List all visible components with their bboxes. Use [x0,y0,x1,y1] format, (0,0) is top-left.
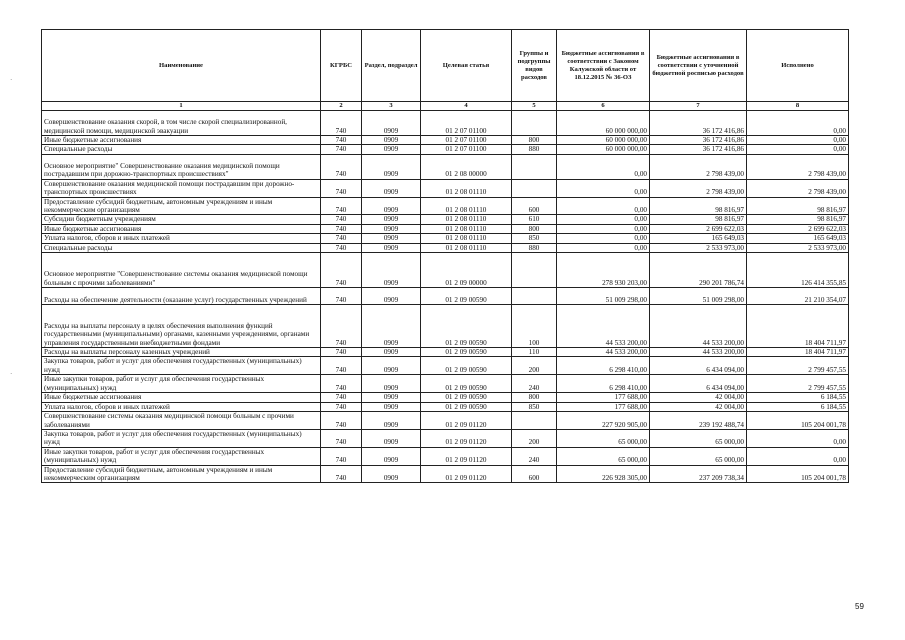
row-kgrbs: 740 [321,145,362,154]
table-header-row [42,30,849,102]
row-razdel: 0909 [362,305,421,348]
column-number: 8 [747,102,849,111]
column-number-row [42,102,849,111]
row-razdel: 0909 [362,393,421,402]
row-target-article: 01 2 09 00590 [421,288,512,305]
row-expense-group: 850 [512,402,557,411]
budget-table [41,29,849,483]
row-revised-amount: 2 798 439,00 [650,179,747,197]
row-name: Иные бюджетные ассигнования [42,224,321,233]
row-executed-amount: 2 798 439,00 [747,179,849,197]
row-executed-amount: 98 816,97 [747,215,849,224]
row-name: Закупка товаров, работ и услуг для обеспечения государственных (муниципальных) нужд [42,429,321,447]
row-law-amount: 0,00 [557,243,650,252]
row-target-article: 01 2 08 01110 [421,224,512,233]
row-law-amount: 6 298 410,00 [557,375,650,393]
row-expense-group [512,154,557,179]
row-kgrbs: 740 [321,465,362,483]
row-name: Закупка товаров, работ и услуг для обеспечения государственных (муниципальных) нужд [42,357,321,375]
row-razdel: 0909 [362,215,421,224]
row-expense-group: 600 [512,465,557,483]
row-revised-amount: 36 172 416,86 [650,145,747,154]
row-kgrbs: 740 [321,288,362,305]
row-name: Иные закупки товаров, работ и услуг для обеспечения государственных (муниципальных) нужд [42,375,321,393]
row-executed-amount: 0,00 [747,136,849,145]
row-law-amount: 60 000 000,00 [557,136,650,145]
row-name: Предоставление субсидий бюджетным, автономным учреждениям и иным некоммерческим организациям [42,197,321,215]
row-executed-amount: 165 649,03 [747,234,849,243]
row-name: Совершенствование оказания медицинской помощи пострадавшим при дорожно-транспортных происшествиях [42,179,321,197]
row-kgrbs: 740 [321,348,362,357]
row-target-article: 01 2 09 01120 [421,429,512,447]
row-executed-amount: 18 404 711,97 [747,348,849,357]
table-row [42,348,849,357]
row-revised-amount: 239 192 488,74 [650,411,747,429]
table-row [42,253,849,288]
row-law-amount: 0,00 [557,215,650,224]
row-law-amount: 65 000,00 [557,447,650,465]
row-law-amount: 60 000 000,00 [557,111,650,136]
row-executed-amount: 2 799 457,55 [747,357,849,375]
row-executed-amount: 2 798 439,00 [747,154,849,179]
row-revised-amount: 6 434 094,00 [650,357,747,375]
row-kgrbs: 740 [321,179,362,197]
row-revised-amount: 165 649,03 [650,234,747,243]
row-kgrbs: 740 [321,197,362,215]
row-revised-amount: 2 798 439,00 [650,154,747,179]
row-expense-group: 610 [512,215,557,224]
row-target-article: 01 2 09 01120 [421,411,512,429]
row-target-article: 01 2 08 01110 [421,243,512,252]
row-law-amount: 0,00 [557,197,650,215]
row-name: Субсидии бюджетным учреждениям [42,215,321,224]
table-row [42,393,849,402]
row-law-amount: 0,00 [557,234,650,243]
table-row [42,447,849,465]
row-expense-group: 800 [512,136,557,145]
row-revised-amount: 42 004,00 [650,402,747,411]
row-name: Расходы на выплаты персоналу казенных учреждений [42,348,321,357]
table-row [42,357,849,375]
row-expense-group: 880 [512,243,557,252]
column-number: 1 [42,102,321,111]
row-expense-group [512,179,557,197]
table-row [42,411,849,429]
row-razdel: 0909 [362,288,421,305]
row-expense-group: 200 [512,429,557,447]
row-revised-amount: 290 201 786,74 [650,253,747,288]
row-revised-amount: 42 004,00 [650,393,747,402]
row-law-amount: 177 688,00 [557,393,650,402]
row-razdel: 0909 [362,465,421,483]
row-kgrbs: 740 [321,447,362,465]
row-razdel: 0909 [362,411,421,429]
column-number: 2 [321,102,362,111]
row-revised-amount: 98 816,97 [650,197,747,215]
row-razdel: 0909 [362,145,421,154]
row-target-article: 01 2 08 01110 [421,197,512,215]
row-law-amount: 60 000 000,00 [557,145,650,154]
row-revised-amount: 44 533 200,00 [650,348,747,357]
row-name: Иные бюджетные ассигнования [42,393,321,402]
table-row [42,224,849,233]
row-target-article: 01 2 08 01110 [421,179,512,197]
row-law-amount: 0,00 [557,224,650,233]
row-expense-group [512,111,557,136]
row-name: Расходы на выплаты персоналу в целях обеспечения выполнения функций государственными (муниципальными) органами, казенными учреждениями, органами управления государственными внебюджетными фондами [42,305,321,348]
row-kgrbs: 740 [321,393,362,402]
table-row [42,402,849,411]
row-law-amount: 227 920 905,00 [557,411,650,429]
row-expense-group: 850 [512,234,557,243]
row-target-article: 01 2 09 00590 [421,375,512,393]
row-expense-group: 800 [512,224,557,233]
row-razdel: 0909 [362,234,421,243]
row-razdel: 0909 [362,154,421,179]
row-kgrbs: 740 [321,111,362,136]
row-target-article: 01 2 09 00590 [421,348,512,357]
row-target-article: 01 2 09 00590 [421,357,512,375]
row-razdel: 0909 [362,243,421,252]
row-revised-amount: 6 434 094,00 [650,375,747,393]
header-expense-groups: Группы и подгруппы видов расходов [512,30,557,102]
row-name: Совершенствование системы оказания медицинской помощи больным с прочими заболеваниями [42,411,321,429]
row-expense-group: 800 [512,393,557,402]
header-name: Наименование [42,30,321,102]
row-law-amount: 226 928 305,00 [557,465,650,483]
row-executed-amount: 0,00 [747,111,849,136]
row-kgrbs: 740 [321,375,362,393]
row-executed-amount: 0,00 [747,447,849,465]
row-target-article: 01 2 09 01120 [421,465,512,483]
row-kgrbs: 740 [321,253,362,288]
column-number: 5 [512,102,557,111]
row-target-article: 01 2 08 01110 [421,215,512,224]
header-target-article: Целевая статья [421,30,512,102]
row-name: Специальные расходы [42,243,321,252]
row-kgrbs: 740 [321,215,362,224]
scan-mark: · [10,370,13,378]
row-revised-amount: 36 172 416,86 [650,136,747,145]
row-razdel: 0909 [362,253,421,288]
row-law-amount: 65 000,00 [557,429,650,447]
row-expense-group [512,411,557,429]
row-razdel: 0909 [362,348,421,357]
row-law-amount: 44 533 200,00 [557,348,650,357]
row-razdel: 0909 [362,447,421,465]
header-revised-allocations: Бюджетные ассигнования в соответствии с уточненной бюджетной росписью расходов [650,30,747,102]
table-row [42,288,849,305]
row-kgrbs: 740 [321,402,362,411]
row-expense-group: 100 [512,305,557,348]
row-name: Предоставление субсидий бюджетным, автономным учреждениям и иным некоммерческим организациям [42,465,321,483]
row-target-article: 01 2 07 01100 [421,145,512,154]
row-executed-amount: 6 184,55 [747,393,849,402]
row-law-amount: 177 688,00 [557,402,650,411]
row-executed-amount: 21 210 354,07 [747,288,849,305]
row-kgrbs: 740 [321,305,362,348]
row-target-article: 01 2 07 01100 [421,136,512,145]
row-target-article: 01 2 08 01110 [421,234,512,243]
row-razdel: 0909 [362,197,421,215]
row-executed-amount: 2 533 973,00 [747,243,849,252]
row-razdel: 0909 [362,375,421,393]
row-revised-amount: 36 172 416,86 [650,111,747,136]
table-row [42,154,849,179]
header-executed: Исполнено [747,30,849,102]
row-executed-amount: 98 816,97 [747,197,849,215]
row-executed-amount: 105 204 001,78 [747,465,849,483]
table-row [42,375,849,393]
row-target-article: 01 2 09 00590 [421,393,512,402]
row-name: Основное мероприятие" Совершенствование оказания медицинской помощи пострадавшим при дорожно-транспортных происшествиях" [42,154,321,179]
table-row [42,179,849,197]
row-kgrbs: 740 [321,357,362,375]
row-razdel: 0909 [362,357,421,375]
row-law-amount: 278 930 203,00 [557,253,650,288]
row-law-amount: 0,00 [557,154,650,179]
row-kgrbs: 740 [321,411,362,429]
column-number: 4 [421,102,512,111]
header-razdel: Раздел, подраздел [362,30,421,102]
column-number: 6 [557,102,650,111]
row-law-amount: 51 009 298,00 [557,288,650,305]
row-revised-amount: 51 009 298,00 [650,288,747,305]
row-revised-amount: 44 533 200,00 [650,305,747,348]
row-name: Основное мероприятие "Совершенствование системы оказания медицинской помощи больным с прочими заболеваниями" [42,253,321,288]
row-kgrbs: 740 [321,243,362,252]
row-razdel: 0909 [362,111,421,136]
row-name: Иные бюджетные ассигнования [42,136,321,145]
row-revised-amount: 2 533 973,00 [650,243,747,252]
row-name: Уплата налогов, сборов и иных платежей [42,234,321,243]
table-row [42,234,849,243]
column-number: 7 [650,102,747,111]
row-expense-group: 880 [512,145,557,154]
row-revised-amount: 2 699 622,03 [650,224,747,233]
table-row [42,145,849,154]
row-kgrbs: 740 [321,154,362,179]
table-row [42,465,849,483]
row-razdel: 0909 [362,429,421,447]
row-name: Расходы на обеспечение деятельности (оказание услуг) государственных учреждений [42,288,321,305]
row-executed-amount: 105 204 001,78 [747,411,849,429]
row-revised-amount: 98 816,97 [650,215,747,224]
row-kgrbs: 740 [321,234,362,243]
row-executed-amount: 0,00 [747,145,849,154]
row-expense-group [512,288,557,305]
table-row [42,215,849,224]
column-number: 3 [362,102,421,111]
row-executed-amount: 0,00 [747,429,849,447]
header-law-allocations: Бюджетные ассигнования в соответствии с Законом Калужской области от 18.12.2015 № 36-ОЗ [557,30,650,102]
row-razdel: 0909 [362,136,421,145]
row-executed-amount: 18 404 711,97 [747,305,849,348]
row-expense-group [512,253,557,288]
row-law-amount: 44 533 200,00 [557,305,650,348]
row-name: Специальные расходы [42,145,321,154]
row-revised-amount: 65 000,00 [650,429,747,447]
table-body [42,111,849,483]
row-razdel: 0909 [362,402,421,411]
row-law-amount: 6 298 410,00 [557,357,650,375]
row-law-amount: 0,00 [557,179,650,197]
row-expense-group: 240 [512,375,557,393]
row-razdel: 0909 [362,179,421,197]
row-expense-group: 200 [512,357,557,375]
row-target-article: 01 2 09 01120 [421,447,512,465]
row-executed-amount: 126 414 355,85 [747,253,849,288]
row-razdel: 0909 [362,224,421,233]
scan-mark: · [10,76,13,84]
row-name: Уплата налогов, сборов и иных платежей [42,402,321,411]
row-revised-amount: 65 000,00 [650,447,747,465]
page-number: 59 [855,602,864,611]
row-kgrbs: 740 [321,429,362,447]
row-expense-group: 110 [512,348,557,357]
row-expense-group: 240 [512,447,557,465]
header-kgrbs: КГРБС [321,30,362,102]
row-target-article: 01 2 09 00590 [421,402,512,411]
row-kgrbs: 740 [321,136,362,145]
table-row [42,197,849,215]
table-row [42,111,849,136]
row-executed-amount: 6 184,55 [747,402,849,411]
row-revised-amount: 237 209 738,34 [650,465,747,483]
row-name: Иные закупки товаров, работ и услуг для обеспечения государственных (муниципальных) нужд [42,447,321,465]
row-target-article: 01 2 07 01100 [421,111,512,136]
row-name: Совершенствование оказания скорой, в том числе скорой специализированной, медицинской помощи, медицинской эвакуации [42,111,321,136]
row-executed-amount: 2 799 457,55 [747,375,849,393]
table-row [42,136,849,145]
row-executed-amount: 2 699 622,03 [747,224,849,233]
row-expense-group: 600 [512,197,557,215]
table-row [42,305,849,348]
row-target-article: 01 2 09 00000 [421,253,512,288]
table-row [42,243,849,252]
table-row [42,429,849,447]
row-target-article: 01 2 08 00000 [421,154,512,179]
row-target-article: 01 2 09 00590 [421,305,512,348]
row-kgrbs: 740 [321,224,362,233]
